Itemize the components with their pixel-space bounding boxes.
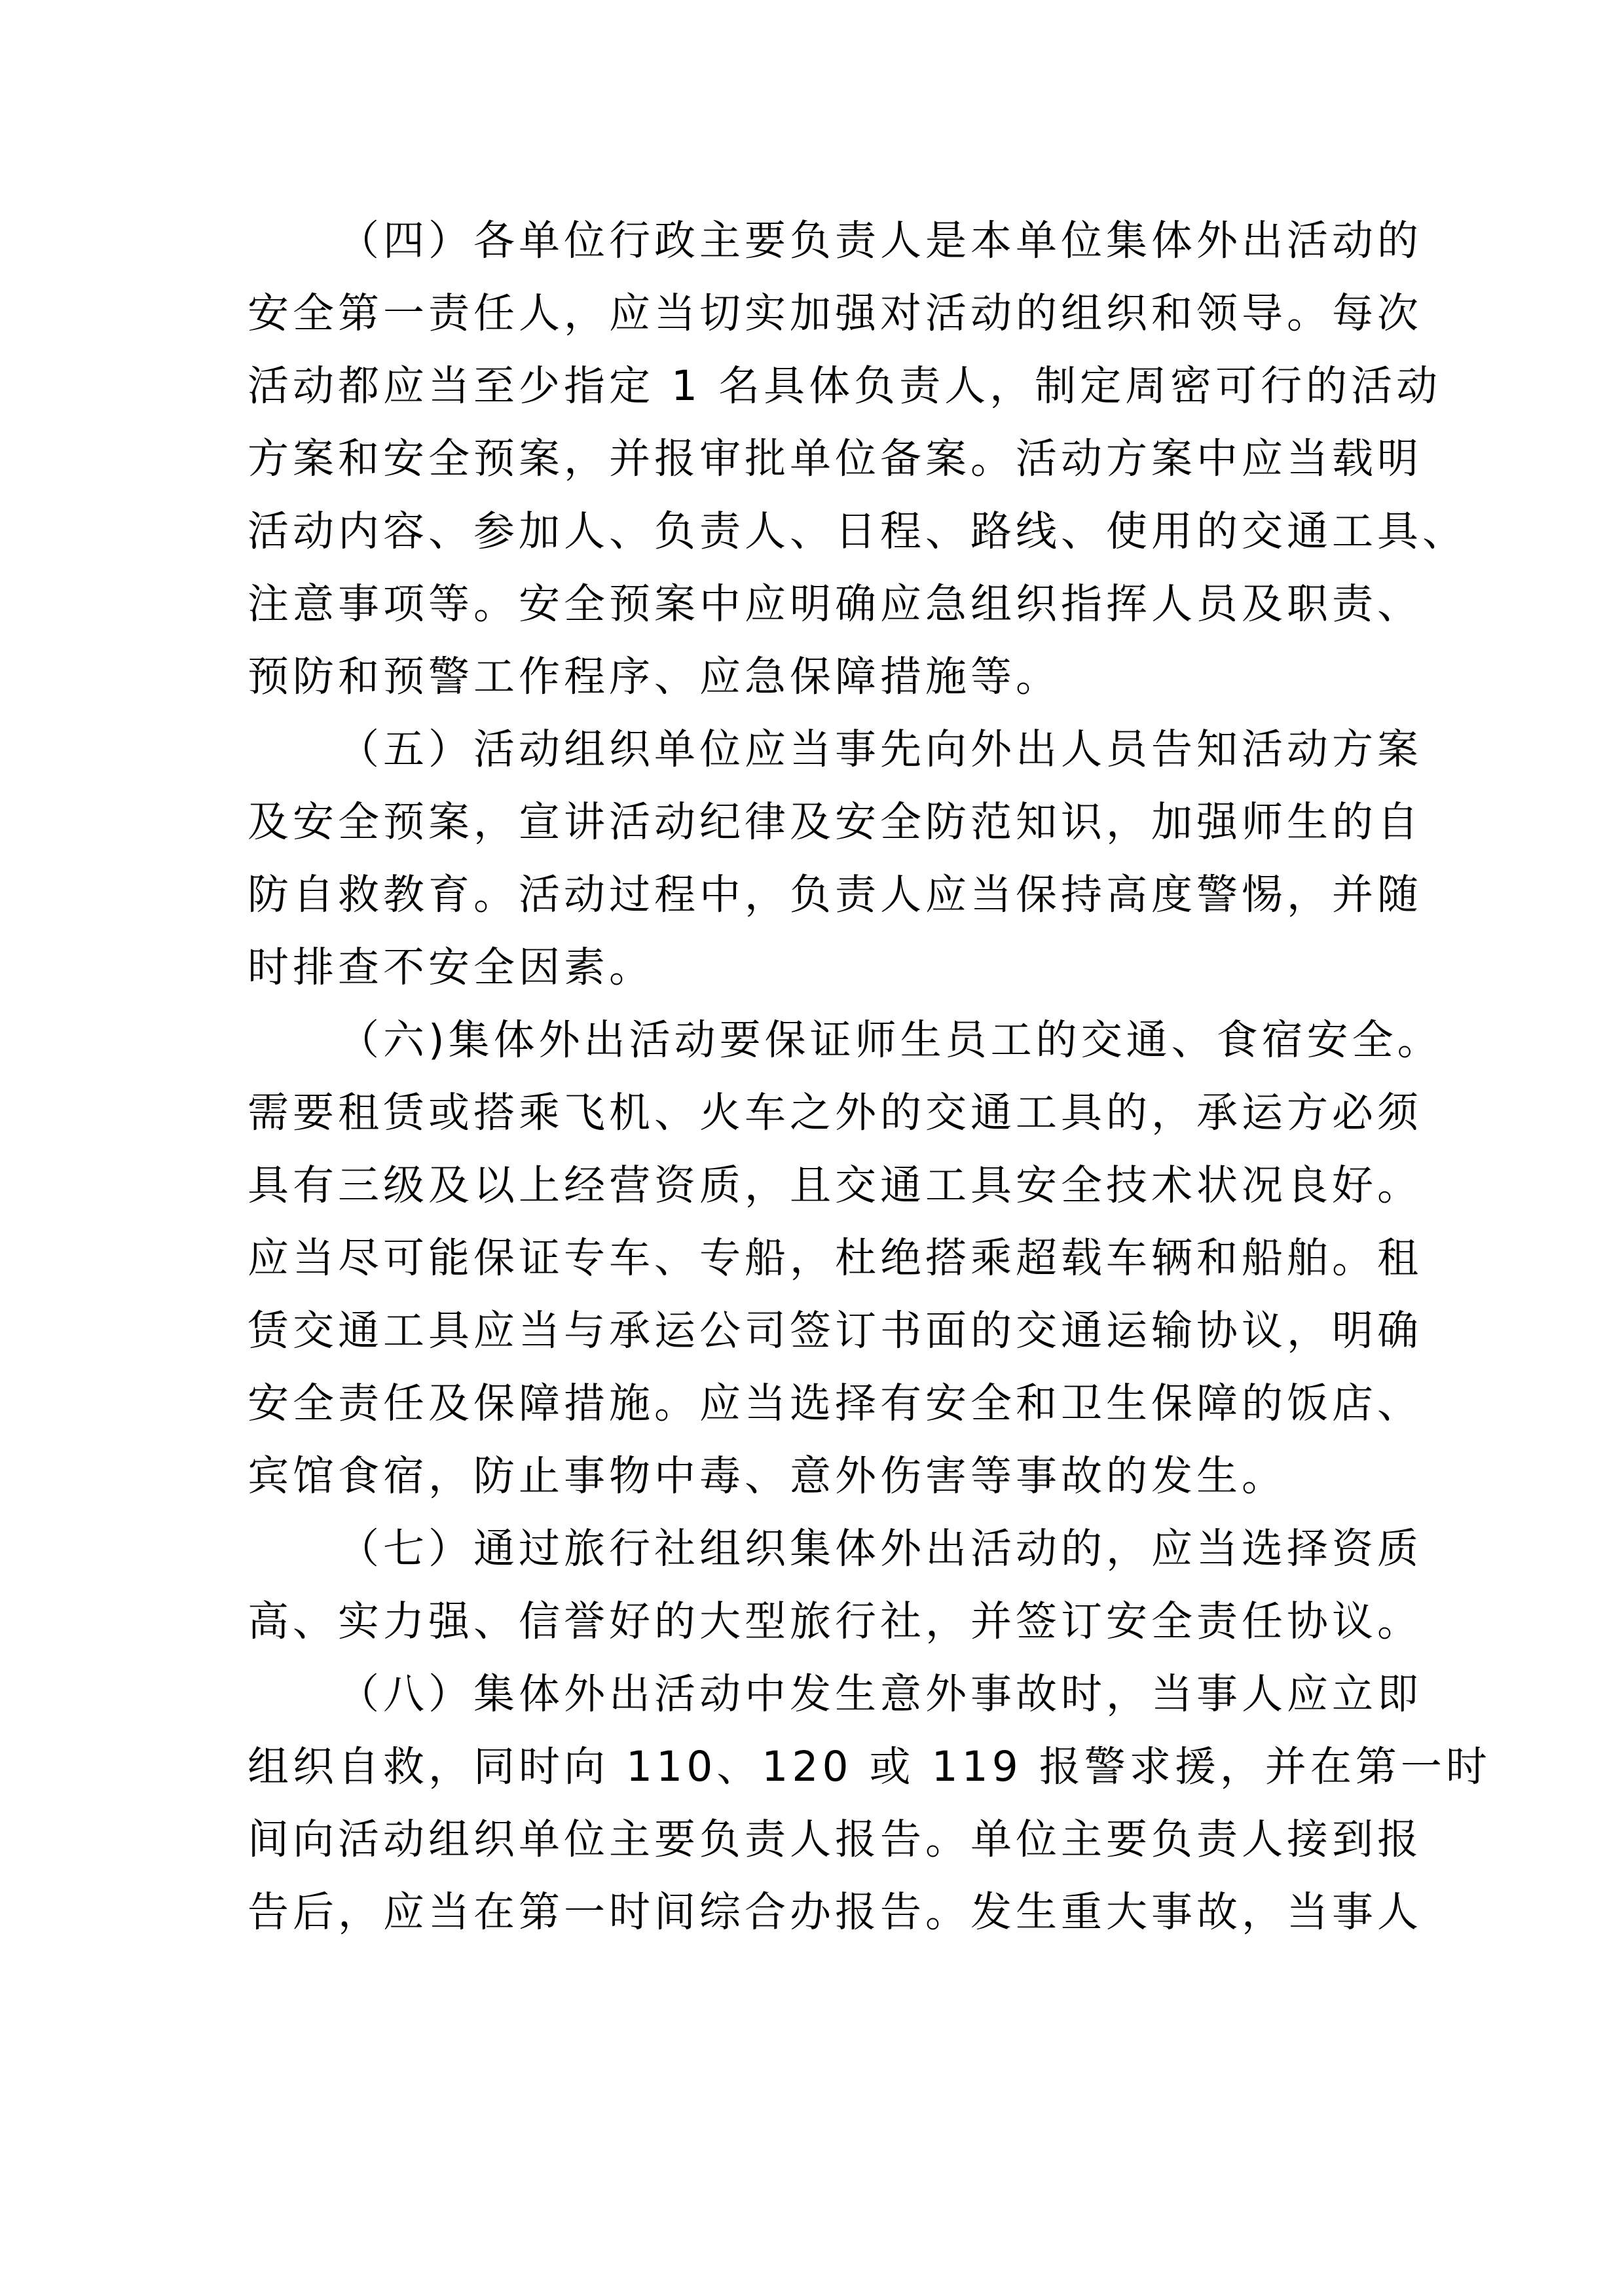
- paragraph-4-line-6: 注意事项等。安全预案中应明确应急组织指挥人员及职责、: [248, 580, 1422, 628]
- paragraph-4-line-5: 活动内容、参加人、负责人、日程、路线、使用的交通工具、: [248, 507, 1467, 555]
- paragraph-6-line-1: （六)集体外出活动要保证师生员工的交通、食宿安全。: [338, 1016, 1443, 1064]
- paragraph-8-line-1: （八）集体外出活动中发生意外事故时，当事人应立即: [338, 1670, 1422, 1718]
- paragraph-6-line-7: 宾馆食宿，防止事物中毒、意外伤害等事故的发生。: [248, 1452, 1287, 1500]
- paragraph-8-line-2: 组织自救，同时向 110、120 或 119 报警求援，并在第一时: [248, 1743, 1491, 1791]
- paragraph-5-line-3: 防自救教育。活动过程中，负责人应当保持高度警惕，并随: [248, 871, 1422, 919]
- paragraph-6-line-6: 安全责任及保障措施。应当选择有安全和卫生保障的饭店、: [248, 1379, 1422, 1427]
- paragraph-7-line-1: （七）通过旅行社组织集体外出活动的，应当选择资质: [338, 1525, 1422, 1573]
- paragraph-6-line-4: 应当尽可能保证专车、专船，杜绝搭乘超载车辆和船舶。租: [248, 1234, 1422, 1282]
- paragraph-8-line-4: 告后，应当在第一时间综合办报告。发生重大事故，当事人: [248, 1888, 1422, 1936]
- paragraph-4-line-3: 活动都应当至少指定 1 名具体负责人，制定周密可行的活动: [248, 362, 1442, 410]
- paragraph-4-line-4: 方案和安全预案，并报审批单位备案。活动方案中应当载明: [248, 435, 1422, 483]
- paragraph-6-line-5: 赁交通工具应当与承运公司签订书面的交通运输协议，明确: [248, 1307, 1422, 1355]
- paragraph-4-line-7: 预防和预警工作程序、应急保障措施等。: [248, 653, 1061, 701]
- paragraph-5-line-4: 时排查不安全因素。: [248, 943, 654, 991]
- paragraph-7-line-2: 高、实力强、信誉好的大型旅行社，并签订安全责任协议。: [248, 1597, 1422, 1645]
- paragraph-4-line-2: 安全第一责任人，应当切实加强对活动的组织和领导。每次: [248, 289, 1422, 337]
- paragraph-5-line-1: （五）活动组织单位应当事先向外出人员告知活动方案: [338, 725, 1422, 773]
- paragraph-6-line-3: 具有三级及以上经营资质，且交通工具安全技术状况良好。: [248, 1161, 1422, 1209]
- paragraph-4-line-1: （四）各单位行政主要负责人是本单位集体外出活动的: [338, 217, 1422, 264]
- paragraph-6-line-2: 需要租赁或搭乘飞机、火车之外的交通工具的，承运方必须: [248, 1089, 1422, 1137]
- paragraph-8-line-3: 间向活动组织单位主要负责人报告。单位主要负责人接到报: [248, 1815, 1422, 1863]
- paragraph-5-line-2: 及安全预案，宣讲活动纪律及安全防范知识，加强师生的自: [248, 798, 1422, 846]
